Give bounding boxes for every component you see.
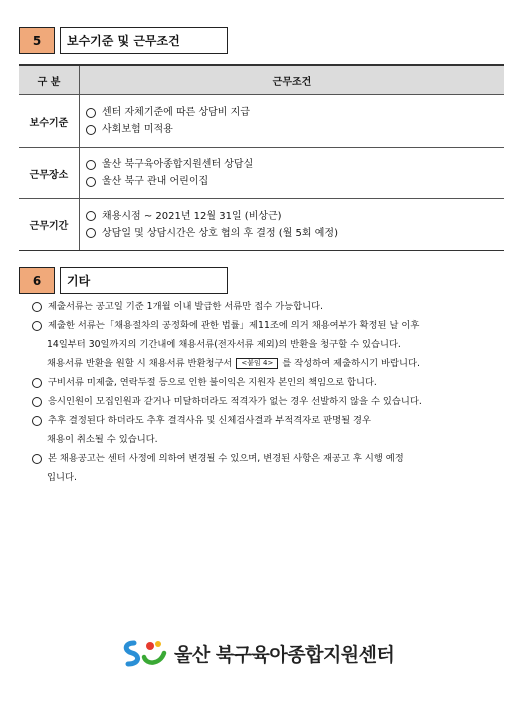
circle-bullet-icon [32,378,42,388]
header-conditions: 근무조건 [80,65,505,95]
list-item [32,449,512,468]
item-text: 채용시점 ~ 2021년 12월 31일 (비상근) [102,210,282,222]
list-item [32,411,512,430]
note-text: 를 작성하여 제출하시기 바랍니다. [282,358,420,369]
list-item [32,373,512,392]
logo-text: 울산 북구육아종합지원센터 [174,643,395,666]
note-continuation: 채용이 취소될 수 있습니다. [47,434,158,445]
work-conditions-table [19,64,504,251]
list-item [80,208,504,225]
circle-bullet-icon [32,397,42,407]
circle-bullet-icon [32,321,42,331]
row-content [80,148,505,199]
item-text: 사회보험 미적용 [102,124,173,135]
list-item [80,225,504,242]
item-text: 울산 북구육아종합지원센터 상담실 [102,159,254,170]
list-item [80,104,504,121]
circle-bullet-icon [86,125,96,135]
circle-bullet-icon [32,454,42,464]
note-text: 응시인원이 모집인원과 같거나 미달하더라도 적격자가 없는 경우 선발하지 않을 수 있습니다. [48,396,422,407]
table-row [19,95,504,148]
table-row [19,148,504,199]
logo-mark-icon [120,637,170,669]
row-label: 근무기간 [19,199,80,251]
circle-bullet-icon [86,211,96,221]
section5-number: 5 [19,27,55,54]
note-continuation [32,354,512,373]
item-text: 상담일 및 상담시간은 상호 협의 후 결정 (월 5회 예정) [102,227,338,239]
list-item [32,392,512,411]
row-content [80,199,505,251]
section6-header [19,267,228,294]
circle-bullet-icon [86,160,96,170]
row-content [80,95,505,148]
note-text: 채용서류 반환을 원할 시 채용서류 반환청구서 [47,358,233,369]
note-continuation: 14일부터 30일까지의 기간내에 채용서류(전자서류 제외)의 반환을 청구할 수 있습니다. [47,339,401,350]
list-item [32,316,512,335]
row-label: 근무장소 [19,148,80,199]
table-row [19,199,504,251]
list-item [80,173,504,190]
section5-header [19,27,228,54]
note-text: 제출서류는 공고일 기준 1개월 이내 발급한 서류만 접수 가능합니다. [48,301,323,312]
center-logo [120,637,394,669]
circle-bullet-icon [32,416,42,426]
attachment-tag: <붙임 4> [236,358,278,369]
item-text: 센터 자체기준에 따른 상담비 지급 [102,107,250,118]
list-item [80,156,504,173]
notes-list [32,297,512,487]
note-text: 추후 결정된다 하더라도 추후 결격사유 및 신체검사결과 부적격자로 판명될 경우 [48,415,371,426]
note-text: 제출한 서류는「채용절차의 공정화에 관한 법률」제11조에 의거 채용여부가 확정된 날 이후 [48,320,420,331]
circle-bullet-icon [32,302,42,312]
section6-title: 기타 [60,267,228,294]
section5-title: 보수기준 및 근무조건 [60,27,228,54]
item-text: 울산 북구 관내 어린이집 [102,176,209,187]
section6-number: 6 [19,267,55,294]
circle-bullet-icon [86,228,96,238]
table-header-row [19,65,504,95]
list-item [80,121,504,138]
row-label: 보수기준 [19,95,80,148]
circle-bullet-icon [86,108,96,118]
circle-bullet-icon [86,177,96,187]
note-text: 본 채용공고는 센터 사정에 의하여 변경될 수 있으며, 변경된 사항은 재공고 후 시행 예정 [48,453,404,464]
note-text: 구비서류 미제출, 연락두절 등으로 인한 불이익은 지원자 본인의 책임으로 합니다. [48,377,377,388]
header-category: 구 분 [19,65,80,95]
list-item [32,297,512,316]
note-continuation: 입니다. [47,472,77,483]
